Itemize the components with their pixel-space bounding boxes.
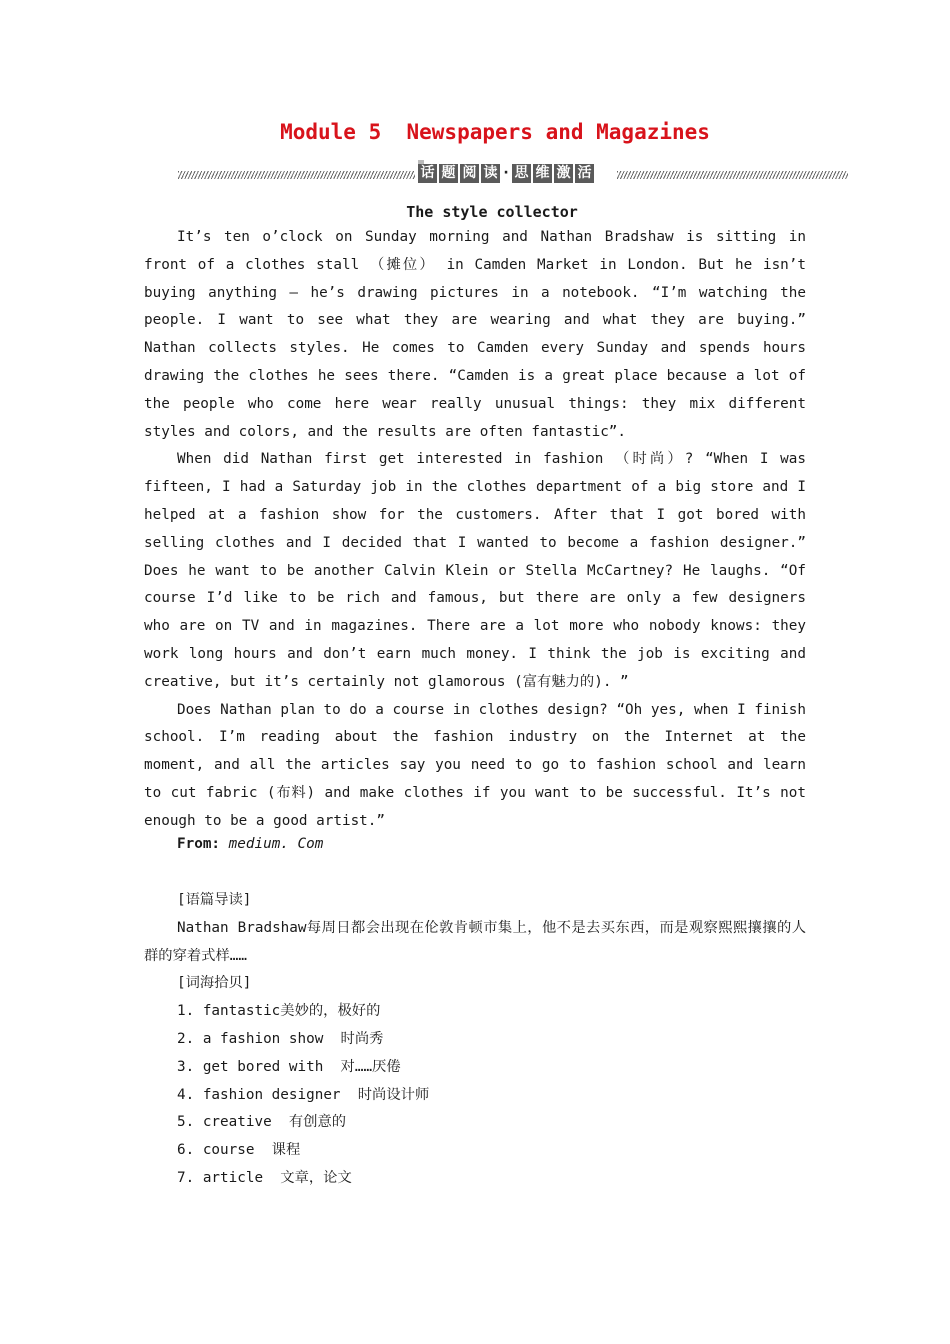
banner-tag-char: 阅 (460, 164, 479, 183)
banner-hatch-right (617, 171, 848, 179)
banner-tag (418, 162, 596, 184)
banner-tag-char: 思 (512, 164, 531, 183)
banner-tag-char: 话 (418, 164, 437, 183)
article-title: The style collector (406, 203, 578, 221)
vocab-item: 5. creative 有创意的 (177, 1114, 347, 1131)
banner-tag-char: 题 (439, 164, 458, 183)
source-label: From: (177, 836, 221, 852)
section-banner (178, 160, 848, 186)
banner-tag-char: 读 (481, 164, 500, 183)
article-paragraph: It’s ten o’clock on Sunday morning and Nathan Bradshaw is sitting in front of a clothes stall （摊位） in Camden Market in London. But he isn’t buying anything — he’s drawing pictures in a notebook. “I’m watching the people. I want to see what they are wearing and what they are buying.” Nathan collects styles. He comes to Camden every Sunday and spends hours drawing the clothes he sees there. “Camden is a great place because a lot of the people who come here wear really unusual things: they mix different styles and colors, and the results are often fantastic”. (144, 229, 806, 440)
vocab-item: 2. a fashion show 时尚秀 (177, 1030, 384, 1047)
banner-hatch-left (178, 171, 415, 179)
vocab-item: 4. fashion designer 时尚设计师 (177, 1086, 430, 1103)
article-body (144, 224, 806, 836)
source-value: medium. Com (228, 836, 324, 852)
guide-intro: Nathan Bradshaw每周日都会出现在伦敦肯顿市集上，他不是去买东西，而是观察熙熙攘攘的人群的穿着式样…… (144, 919, 806, 964)
vocab-item: 1. fantastic美妙的，极好的 (177, 1003, 381, 1020)
guide-heading: [语篇导读] (177, 892, 252, 908)
banner-tag-separator: · (503, 165, 509, 181)
article-source (177, 836, 323, 852)
vocab-list (144, 998, 806, 1193)
article-paragraph: Does Nathan plan to do a course in clothes design? “Oh yes, when I finish school. I’m reading about the fashion industry on the Internet at the moment, and all the articles say you need to go to fashion school and learn to cut fabric (布料) and make clothes if you want to be successful. It’s not enough to be a good artist.” (144, 701, 806, 829)
article-paragraph: When did Nathan first get interested in fashion （时尚）? “When I was fifteen, I had a Saturday job in the clothes department of a big store and I helped at a fashion show for the customers. After that I got bored with selling clothes and I decided that I wanted to become a fashion designer.” Does he want to be another Calvin Klein or Stella McCartney? He laughs. “Of course I’d like to be rich and famous, but there are only a few designers who are on TV and in magazines. There are a lot more who nobody knows: they work long hours and don’t earn much money. I think the job is exciting and creative, but it’s certainly not glamorous (富有魅力的). ” (144, 451, 806, 690)
study-notes (144, 887, 806, 1193)
banner-tag-char: 维 (533, 164, 552, 183)
module-title: Module 5 Newspapers and Magazines (280, 120, 710, 144)
vocab-item: 7. article 文章，论文 (177, 1169, 352, 1186)
vocab-heading: [词海拾贝] (177, 975, 252, 992)
banner-tag-char: 激 (554, 164, 573, 183)
vocab-item: 3. get bored with 对……厌倦 (177, 1058, 401, 1075)
vocab-item: 6. course 课程 (177, 1142, 301, 1159)
banner-tag-char: 活 (575, 164, 594, 183)
